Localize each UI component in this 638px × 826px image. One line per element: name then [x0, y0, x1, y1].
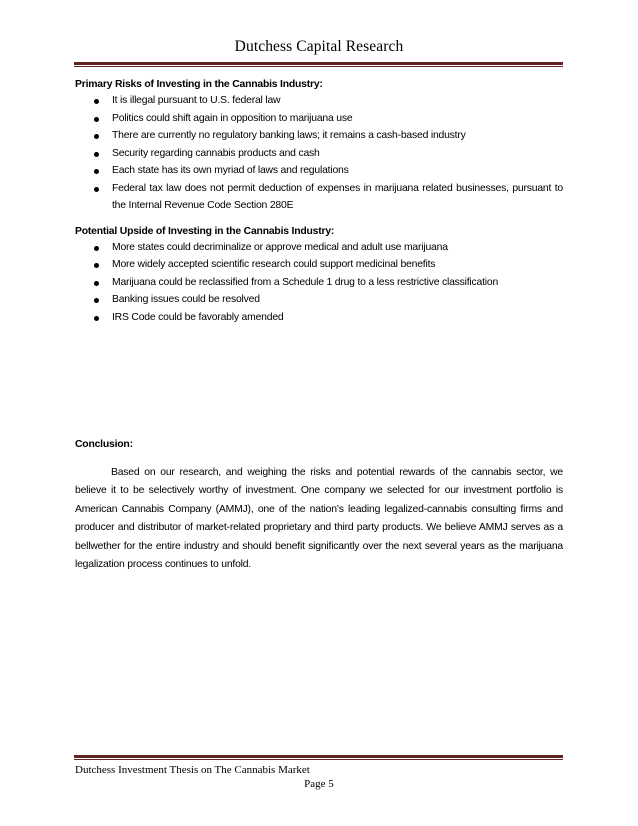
- footer-title: Dutchess Investment Thesis on The Cannabis Market: [75, 764, 310, 776]
- list-item-text: IRS Code could be favorably amended: [112, 311, 284, 323]
- list-item-text: There are currently no regulatory banking laws; it remains a cash-based industry: [112, 130, 466, 141]
- page-header: Dutchess Capital Research: [234, 38, 404, 55]
- footer-rule: [74, 755, 563, 758]
- bullet-icon: [94, 298, 99, 303]
- list-item-text: Politics could shift again in opposition to marijuana use: [112, 112, 353, 124]
- risks-list: [75, 92, 563, 215]
- list-item: [75, 180, 563, 215]
- list-item-text: Banking issues could be resolved: [112, 294, 260, 305]
- list-item-text: Each state has its own myriad of laws and regulations: [112, 165, 349, 176]
- footer-rule-thin: [74, 759, 563, 760]
- bullet-icon: [94, 169, 99, 174]
- list-item: [75, 291, 563, 309]
- list-item: [75, 92, 563, 110]
- page-number: Page 5: [304, 778, 334, 790]
- header-rule-thin: [74, 66, 563, 67]
- risks-heading: Primary Risks of Investing in the Cannabis Industry:: [75, 79, 323, 90]
- list-item: [75, 309, 563, 327]
- conclusion-paragraph: Based on our research, and weighing the risks and potential rewards of the cannabis sector, we believe it to be selectively worthy of investment. One company we selected for our investment portfolio is American Cannabis Company (AMMJ), one of the nation’s leading legalized-cannabis consulting firms and producer and distributor of market-related proprietary and third party products. We believe AMMJ serves as a bellwether for the entire industry and should benefit significantly over the next several years as the marijuana legalization process continues to unfold.: [75, 467, 563, 571]
- list-item: [75, 256, 563, 274]
- list-item-text: Security regarding cannabis products and cash: [112, 147, 320, 159]
- list-item: [75, 162, 563, 180]
- bullet-icon: [94, 246, 99, 251]
- list-item: [75, 239, 563, 257]
- bullet-icon: [94, 263, 99, 268]
- list-item-text: Marijuana could be reclassified from a Schedule 1 drug to a less restrictive classification: [112, 276, 499, 288]
- list-item: [75, 274, 563, 292]
- list-item: [75, 145, 563, 163]
- list-item: [75, 127, 563, 145]
- list-item-text: More states could decriminalize or approve medical and adult use marijuana: [112, 241, 448, 253]
- bullet-icon: [94, 152, 99, 157]
- page-content: [75, 78, 563, 585]
- bullet-icon: [94, 187, 99, 192]
- bullet-icon: [94, 134, 99, 139]
- header-rule: [74, 62, 563, 65]
- upside-list: [75, 239, 563, 327]
- list-item-text: It is illegal pursuant to U.S. federal law: [112, 95, 281, 106]
- bullet-icon: [94, 99, 99, 104]
- list-item-text: More widely accepted scientific research could support medicinal benefits: [112, 259, 436, 270]
- bullet-icon: [94, 281, 99, 286]
- list-item: [75, 110, 563, 128]
- bullet-icon: [94, 117, 99, 122]
- upside-heading: Potential Upside of Investing in the Cannabis Industry:: [75, 225, 335, 237]
- bullet-icon: [94, 316, 99, 321]
- list-item-text: Federal tax law does not permit deduction of expenses in marijuana related businesses, pursuant to the Internal Revenue Code Section 280E: [112, 182, 563, 211]
- conclusion-heading: Conclusion:: [75, 439, 133, 450]
